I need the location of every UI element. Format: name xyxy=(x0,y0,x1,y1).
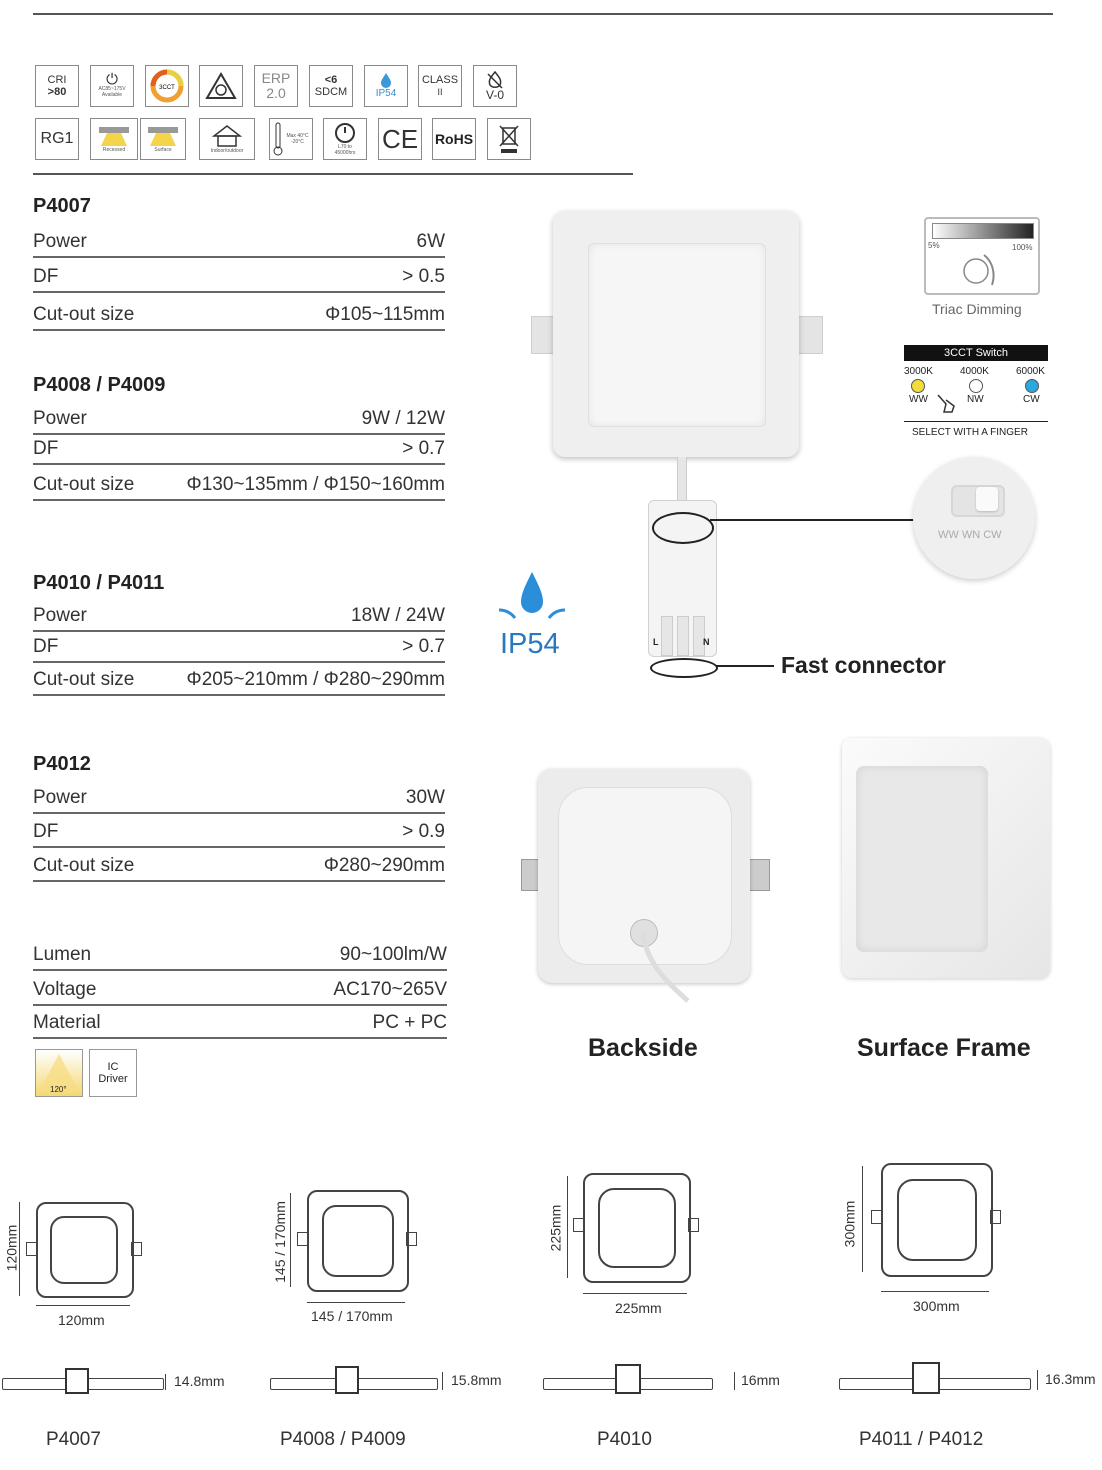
cw-dot xyxy=(1025,379,1039,393)
switch-callout-line xyxy=(710,519,915,521)
ww-dot xyxy=(911,379,925,393)
dim-depth-label: 15.8mm xyxy=(451,1372,502,1388)
dim-height-label: 120mm xyxy=(3,1224,20,1272)
cct-hint: SELECT WITH A FINGER xyxy=(912,427,1028,438)
side-profile-driver xyxy=(615,1364,641,1394)
triac-dimming-icon: 5% 100% xyxy=(924,217,1040,295)
rg1-icon: RG1 xyxy=(35,118,79,160)
dim-line xyxy=(442,1372,443,1390)
connector-ring xyxy=(650,658,718,678)
dim-clip xyxy=(297,1232,308,1246)
weee-bin-icon xyxy=(487,118,531,160)
backside-panel xyxy=(538,769,750,983)
ip54-label: IP54 xyxy=(500,628,560,660)
dim-line xyxy=(583,1293,687,1294)
icons-rule xyxy=(33,173,633,175)
dim-model-label: P4010 xyxy=(597,1429,652,1450)
cable xyxy=(677,457,687,501)
dim-width-label: 120mm xyxy=(58,1312,105,1328)
dim-line xyxy=(567,1176,568,1278)
ic-driver-badge: IC Driver xyxy=(89,1049,137,1097)
general-row: Voltage AC170~265V xyxy=(33,978,447,1006)
spec-row: Cut-out size Φ205~210mm / Φ280~290mm xyxy=(33,668,445,696)
dim-clip xyxy=(688,1218,699,1232)
panel-front xyxy=(553,211,799,457)
dim-model-label: P4007 xyxy=(46,1429,101,1450)
surface-frame-caption: Surface Frame xyxy=(857,1034,1031,1062)
switch-zoom xyxy=(913,457,1035,579)
dim-line xyxy=(734,1372,735,1390)
dim-line xyxy=(881,1291,989,1292)
dim-depth-label: 14.8mm xyxy=(174,1373,225,1389)
surface-frame-box xyxy=(842,738,1050,978)
spec-row: Cut-out size Φ280~290mm xyxy=(33,854,445,882)
dim-height-label: 225mm xyxy=(547,1204,564,1252)
spec-row: Power 30W xyxy=(33,786,445,814)
dim-clip xyxy=(131,1242,142,1256)
dim-clip xyxy=(871,1210,882,1224)
clip-right xyxy=(797,316,823,354)
spec-row: Cut-out size Φ105~115mm xyxy=(33,303,445,331)
model-title: P4012 xyxy=(33,753,91,775)
switch-highlight-ring xyxy=(652,512,714,544)
dim-depth-label: 16.3mm xyxy=(1045,1371,1096,1387)
power-range-icon: ⏻ AC85~175V Available xyxy=(90,65,134,107)
ip54-badge-icon: IP54 xyxy=(364,65,408,107)
model-title: P4007 xyxy=(33,195,91,217)
ce-icon: CE xyxy=(378,118,422,160)
side-profile-driver xyxy=(65,1368,89,1394)
model-title: P4010 / P4011 xyxy=(33,572,165,594)
dim-height-label: 145 / 170mm xyxy=(271,1201,288,1283)
spec-row: DF > 0.5 xyxy=(33,265,445,293)
rohs-icon: RoHS xyxy=(432,118,476,160)
side-profile-driver xyxy=(335,1366,359,1394)
erp-icon: ERP 2.0 xyxy=(254,65,298,107)
spec-row: Power 6W xyxy=(33,230,445,258)
dim-width-label: 300mm xyxy=(913,1298,960,1314)
dim-line xyxy=(1037,1370,1038,1390)
lifetime-clock-icon: L70 to 45000hrs xyxy=(323,118,367,160)
model-title: P4008 / P4009 xyxy=(33,374,166,396)
beam-angle-icon xyxy=(35,1049,83,1097)
dim-height-label: 300mm xyxy=(841,1200,858,1248)
triac-label: Triac Dimming xyxy=(932,301,1022,317)
dim-drawing-p4007 xyxy=(36,1202,134,1298)
spec-row: DF > 0.9 xyxy=(33,820,445,848)
dim-depth-label: 16mm xyxy=(741,1372,780,1388)
cct-code: CW xyxy=(1023,394,1040,405)
nw-dot xyxy=(969,379,983,393)
dim-line xyxy=(165,1374,166,1390)
spec-row: Power 9W / 12W xyxy=(33,407,445,435)
dim-drawing-p4010 xyxy=(583,1173,691,1283)
v0-flame-icon: V-0 xyxy=(473,65,517,107)
dim-drawing-p4011 xyxy=(881,1163,993,1277)
dim-clip xyxy=(406,1232,417,1246)
recessed-icon: Recessed xyxy=(90,118,138,160)
3cct-icon xyxy=(145,65,189,107)
surface-icon: Surface xyxy=(140,118,186,160)
switch-zoom-text: WW WN CW xyxy=(938,529,1002,541)
terminal-n-label: N xyxy=(703,637,710,647)
dim-width-label: 225mm xyxy=(615,1300,662,1316)
class-icon: CLASS II xyxy=(418,65,462,107)
dim-line xyxy=(307,1302,405,1303)
spec-row: DF > 0.7 xyxy=(33,437,445,465)
dim-line xyxy=(862,1166,863,1272)
cct-temp: 3000K xyxy=(904,366,933,377)
dim-line xyxy=(290,1193,291,1287)
thermometer-icon: Max 40°C -20°C xyxy=(269,118,313,160)
general-row: Lumen 90~100lm/W xyxy=(33,943,447,971)
finger-icon xyxy=(934,392,958,416)
terminal-l-label: L xyxy=(653,637,659,647)
fast-connector-label: Fast connector xyxy=(781,652,946,678)
sdcm-icon: <6 SDCM xyxy=(309,65,353,107)
connector-callout-line xyxy=(716,665,774,667)
dim-clip xyxy=(26,1242,37,1256)
dim-clip xyxy=(573,1218,584,1232)
panel-diffuser xyxy=(588,243,766,427)
cct-rule xyxy=(904,421,1048,422)
cct-switch-title: 3CCT Switch xyxy=(904,345,1048,361)
water-drop-icon xyxy=(497,570,567,624)
dim-drawing-p4008 xyxy=(307,1190,409,1292)
cct-code: NW xyxy=(967,394,984,405)
cct-temp: 6000K xyxy=(1016,366,1045,377)
cri-icon: CRI >80 xyxy=(35,65,79,107)
indoor-outdoor-icon: Indoor/outdoor xyxy=(199,118,255,160)
top-rule xyxy=(33,13,1053,15)
cct-temp: 4000K xyxy=(960,366,989,377)
dim-width-label: 145 / 170mm xyxy=(311,1308,393,1324)
dim-model-label: P4011 / P4012 xyxy=(859,1429,984,1450)
dim-clip xyxy=(990,1210,1001,1224)
dim-model-label: P4008 / P4009 xyxy=(280,1429,406,1450)
beam-angle-label: 120° xyxy=(50,1085,67,1094)
backside-caption: Backside xyxy=(588,1034,698,1062)
dimmable-icon xyxy=(199,65,243,107)
svg-text:3CCT: 3CCT xyxy=(159,85,175,91)
dim-line xyxy=(36,1305,130,1306)
cct-code: WW xyxy=(909,394,928,405)
spec-row: DF > 0.7 xyxy=(33,635,445,663)
side-profile-driver xyxy=(912,1362,940,1394)
general-row: Material PC + PC xyxy=(33,1011,447,1039)
spec-row: Cut-out size Φ130~135mm / Φ150~160mm xyxy=(33,473,445,501)
spec-row: Power 18W / 24W xyxy=(33,604,445,632)
